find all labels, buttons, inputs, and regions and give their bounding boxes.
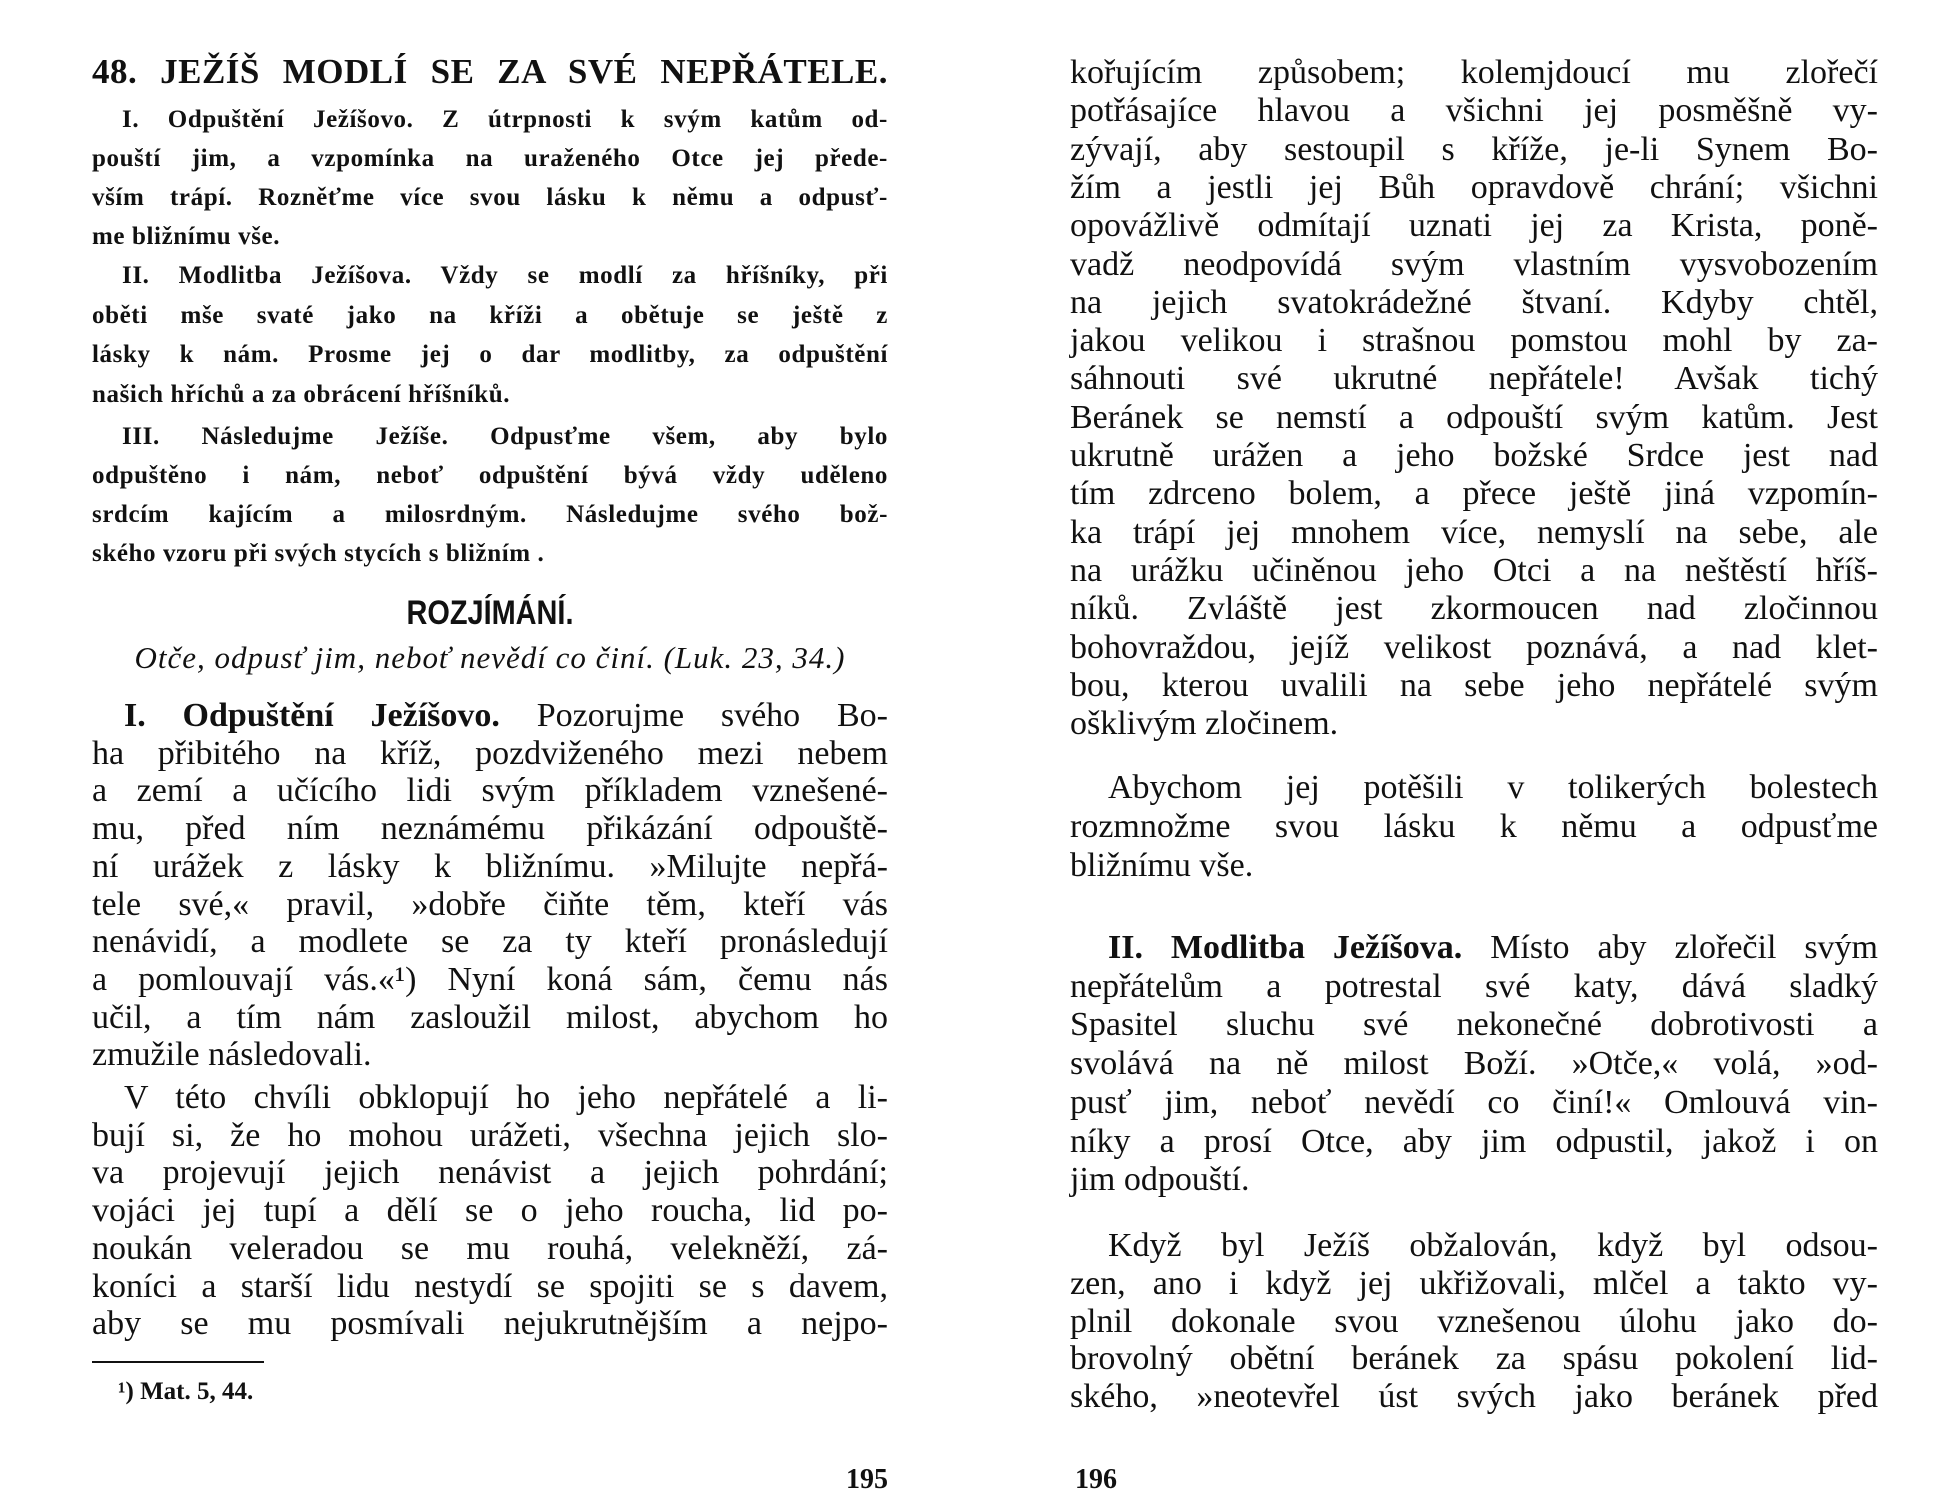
line-text: va projevují jejich nenávist a jejich pohrdání; xyxy=(92,1154,888,1192)
line-text: ošklivým zločinem. xyxy=(1070,705,1339,743)
text-line xyxy=(1070,667,1878,705)
text-line xyxy=(1070,847,1878,885)
line-text: opovážlivě odmítají uznati jej za Krista, poně- xyxy=(1070,207,1878,245)
line-text: odpuštěno i nám, neboť odpuštění bývá vždy uděleno xyxy=(92,462,888,489)
text-line xyxy=(92,848,888,886)
line-text: lásky k nám. Prosme jej o dar modlitby, za odpuštění xyxy=(92,341,888,368)
bold-lead: I. Odpuštění Ježíšovo. xyxy=(122,106,414,133)
line-text: Beránek se nemstí a odpouští svým katům. Jest xyxy=(1070,398,1878,436)
text-line xyxy=(92,1117,888,1155)
section-heading: ROZJÍMÁNÍ. xyxy=(406,594,574,632)
line-text: svolává na ně milost Boží. »Otče,« volá, »od- xyxy=(1070,1045,1878,1083)
line-text: srdcím kajícím a milosrdným. Následujme svého bož- xyxy=(92,501,888,528)
text-line xyxy=(122,422,888,452)
line-text: noukán veleradou se mu rouhá, velekněží, zá- xyxy=(92,1229,888,1267)
text-line xyxy=(92,810,888,848)
text-line xyxy=(92,735,888,773)
line-text: vším trápí. Rozněťme více svou lásku k němu a odpusť- xyxy=(92,184,888,211)
line-text: rozmnožme svou lásku k němu a odpusťme xyxy=(1070,808,1878,845)
line-text: na jejich svatokrádežné štvaní. Kdyby chtěl, xyxy=(1070,283,1878,321)
line-text: tele své,« pravil, »dobře čiňte těm, kteří vás xyxy=(92,885,888,923)
text-line xyxy=(92,1230,888,1268)
line-text: ha přibitého na kříž, pozdviženého mezi nebem xyxy=(92,734,888,772)
line-text: potřásajíce hlavou a všichni jej posměšně vy- xyxy=(1070,92,1878,130)
line-text: bují si, že ho mohou urážeti, všechna jejich slo- xyxy=(92,1116,888,1154)
line-text: Pozorujme svého Bo- xyxy=(499,697,888,734)
text-line xyxy=(1070,552,1878,590)
text-line xyxy=(1070,1340,1878,1378)
text-line xyxy=(1070,475,1878,513)
text-line xyxy=(1070,360,1878,398)
line-text: zmužile následovali. xyxy=(92,1036,372,1074)
text-line xyxy=(92,923,888,961)
line-text: a zemí a učícího lidi svým příkladem vznešené- xyxy=(92,772,888,810)
line-text: níků. Zvláště jest zkormoucen nad zločinnou xyxy=(1070,590,1878,628)
line-text: mu, před ním neznámému přikázání odpouště- xyxy=(92,810,888,848)
text-line xyxy=(92,183,888,213)
bold-lead: I. Odpuštění Ježíšovo. xyxy=(124,697,500,734)
text-line xyxy=(1070,590,1878,628)
line-text: aby se mu posmívali nejukrutnějším a nejpo- xyxy=(92,1305,888,1343)
line-text: Vždy se modlí za hříšníky, při xyxy=(411,262,888,289)
line-text: našich hříchů a za obrácení hříšníků. xyxy=(92,380,511,408)
text-line xyxy=(1070,322,1878,360)
line-text: Když byl Ježíš obžalován, když byl odsou- xyxy=(1108,1227,1878,1264)
line-text: koníci a starší lidu nestydí se spojiti se s davem, xyxy=(92,1267,888,1305)
line-text: žím a jestli jej Bůh opravdově chrání; všichni xyxy=(1070,168,1878,206)
text-line xyxy=(92,886,888,924)
line-text: jakou velikou i strašnou pomstou mohl by za- xyxy=(1070,322,1878,360)
text-line xyxy=(92,1036,888,1074)
text-line xyxy=(1070,808,1878,846)
line-text: zývají, aby sestoupil s kříže, je-li Synem Bo- xyxy=(1070,130,1878,168)
text-line xyxy=(1070,629,1878,667)
text-line xyxy=(1070,705,1878,743)
line-text: pusť jim, neboť nevědí co činí!« Omlouvá vin- xyxy=(1070,1083,1878,1121)
text-line xyxy=(92,380,888,410)
text-line xyxy=(1070,1006,1878,1044)
text-line xyxy=(92,961,888,999)
text-line xyxy=(92,1192,888,1230)
text-line xyxy=(92,539,888,569)
text-line xyxy=(1070,54,1878,92)
text-line xyxy=(124,1079,888,1117)
text-line xyxy=(92,144,888,174)
text-line xyxy=(92,500,888,530)
line-text: ského vzoru při svých stycích s bližním . xyxy=(92,540,545,567)
text-line xyxy=(1070,1084,1878,1122)
line-text: me bližnímu vše. xyxy=(92,223,281,250)
line-text: ského, »neotevřel úst svých jako beránek před xyxy=(1070,1378,1878,1416)
line-text: učil, a tím nám zasloužil milost, abychom ho xyxy=(92,998,888,1036)
line-text: ukrutně urážen a jeho božské Srdce jest nad xyxy=(1070,437,1878,474)
text-line xyxy=(92,461,888,491)
line-text: Místo aby zlořečil svým xyxy=(1462,929,1878,966)
line-text: vadž neodpovídá svým vlastním vysvobozením xyxy=(1070,245,1878,283)
line-text: plnil dokonale svou vznešenou úlohu jako do- xyxy=(1070,1302,1878,1340)
text-line xyxy=(92,301,888,331)
text-line xyxy=(1070,131,1878,169)
text-line xyxy=(1108,769,1878,807)
line-text: nepřátelům a potrestal své katy, dává sladký xyxy=(1070,967,1878,1005)
page-number-right: 196 xyxy=(1075,1464,1117,1495)
text-line xyxy=(122,261,888,291)
line-text: pouští jim, a vzpomínka na uraženého Otce jej přede- xyxy=(92,145,888,172)
line-text: zen, ano i když jej ukřižovali, mlčel a takto vy- xyxy=(1070,1264,1878,1302)
bold-lead: II. Modlitba Ježíšova. xyxy=(1108,929,1463,966)
line-text: vojáci jej tupí a dělí se o jeho roucha, lid po- xyxy=(92,1192,888,1230)
text-line xyxy=(1070,399,1878,437)
line-text: jim odpouští. xyxy=(1070,1161,1250,1199)
line-text: Z útrpnosti k svým katům od- xyxy=(413,106,888,133)
line-text: nenávidí, a modlete se za ty kteří pronásledují xyxy=(92,923,888,961)
line-text: Abychom jej potěšili v tolikerých bolestech xyxy=(1108,769,1878,806)
text-line xyxy=(1070,1161,1878,1199)
line-text: na urážku učiněnou jeho Otci a na neštěstí hříš- xyxy=(1070,551,1878,589)
text-line xyxy=(1070,169,1878,207)
footnote-divider xyxy=(92,1361,264,1363)
text-line xyxy=(92,1154,888,1192)
text-line xyxy=(1070,437,1878,475)
chapter-title: 48. JEŽÍŠ MODLÍ SE ZA SVÉ NEPŘÁTELE. xyxy=(92,52,888,91)
text-line xyxy=(1070,514,1878,552)
line-text: kořujícím způsobem; kolemjdoucí mu zlořečí xyxy=(1070,54,1878,91)
text-line xyxy=(1108,1227,1878,1265)
line-text: tím zdrceno bolem, a přece ještě jiná vzpomín- xyxy=(1070,475,1878,513)
line-text: a pomlouvají vás.«¹) Nyní koná sám, čemu nás xyxy=(92,960,888,998)
text-line xyxy=(1070,1123,1878,1161)
line-text: sáhnouti své ukrutné nepřátele! Avšak tichý xyxy=(1070,360,1878,398)
bold-lead: III. Následujme Ježíše. xyxy=(122,423,449,450)
text-line xyxy=(92,999,888,1037)
line-text: V této chvíli obklopují ho jeho nepřátelé a li- xyxy=(124,1079,888,1116)
footnote: ¹) Mat. 5, 44. xyxy=(118,1378,254,1405)
text-line xyxy=(92,1305,888,1343)
text-line xyxy=(1108,929,1878,967)
text-line xyxy=(1070,246,1878,284)
line-text: bohovraždou, jejíž velikost poznává, a nad klet- xyxy=(1070,628,1878,666)
line-text: ní urážek z lásky k bližnímu. »Milujte nepřá- xyxy=(92,847,888,885)
text-line xyxy=(92,340,888,370)
text-line xyxy=(1070,1265,1878,1303)
text-line xyxy=(92,1268,888,1306)
scripture-quote: Otče, odpusť jim, neboť nevědí co činí. (Luk. 23, 34.) xyxy=(134,640,846,675)
line-text: bližnímu vše. xyxy=(1070,847,1254,884)
text-line xyxy=(92,222,888,252)
page-number-left: 195 xyxy=(846,1464,888,1495)
line-text: bou, kterou uvalili na sebe jeho nepřátelé svým xyxy=(1070,666,1878,704)
text-line xyxy=(92,772,888,810)
text-line xyxy=(1070,284,1878,322)
text-line xyxy=(124,697,888,735)
line-text: Odpusťme všem, aby bylo xyxy=(448,423,888,450)
text-line xyxy=(1070,1378,1878,1416)
text-line xyxy=(1070,207,1878,245)
text-line xyxy=(1070,1045,1878,1083)
line-text: ka trápí jej mnohem více, nemyslí na sebe, ale xyxy=(1070,513,1878,551)
bold-lead: II. Modlitba Ježíšova. xyxy=(122,262,412,289)
text-line xyxy=(1070,1303,1878,1341)
line-text: oběti mše svaté jako na kříži a obětuje se ještě z xyxy=(92,301,888,329)
line-text: níky a prosí Otce, aby jim odpustil, jakož i on xyxy=(1070,1122,1878,1160)
line-text: Spasitel sluchu své nekonečné dobrotivosti a xyxy=(1070,1006,1878,1044)
line-text: brovolný obětní beránek za spásu pokolení lid- xyxy=(1070,1340,1878,1378)
text-line xyxy=(1070,968,1878,1006)
text-line xyxy=(1070,92,1878,130)
text-line xyxy=(122,105,888,135)
